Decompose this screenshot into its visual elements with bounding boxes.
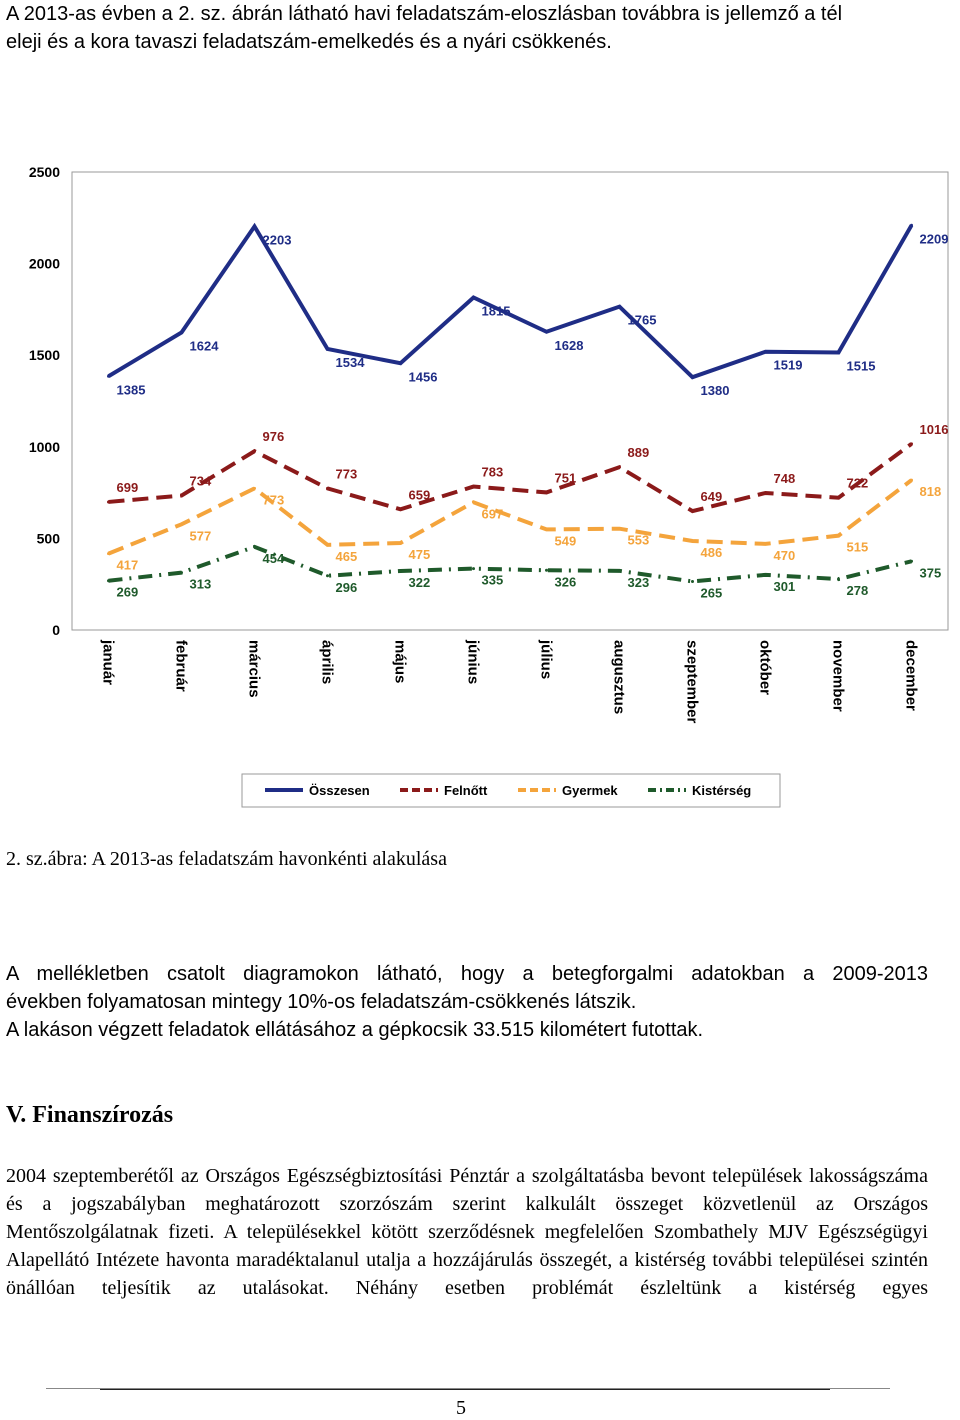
data-label: 269 [116, 584, 139, 600]
x-tick-label: május [391, 640, 409, 684]
y-tick-label: 2500 [28, 164, 60, 180]
data-point [107, 579, 110, 582]
data-label: 773 [335, 466, 358, 482]
x-tick-label: június [464, 640, 482, 685]
data-point [253, 487, 256, 490]
data-point [326, 574, 329, 577]
x-tick-label: október [756, 640, 774, 696]
plot-area [72, 172, 948, 630]
data-label: 278 [846, 583, 869, 599]
data-label: 1624 [189, 338, 219, 354]
x-tick-label: február [172, 640, 190, 692]
data-point [107, 500, 110, 503]
data-point [472, 501, 475, 504]
data-label: 1385 [116, 382, 146, 398]
data-label: 1519 [773, 357, 803, 373]
data-label: 515 [846, 539, 869, 555]
data-label: 783 [481, 464, 504, 480]
data-label: 465 [335, 548, 358, 564]
data-label: 649 [700, 489, 723, 505]
footer-rule-dark [100, 1389, 830, 1390]
data-point [180, 494, 183, 497]
data-point [691, 510, 694, 513]
data-label: 1456 [408, 369, 438, 385]
data-label: 697 [481, 506, 504, 522]
data-point [107, 552, 110, 555]
data-label: 889 [627, 445, 650, 461]
data-label: 1534 [335, 354, 365, 370]
data-point [837, 351, 840, 354]
data-point [399, 541, 402, 544]
intro-line-2: eleji és a kora tavaszi feladatszám-emelkedés és a nyári csökkenés. [6, 31, 612, 53]
data-label: 313 [189, 576, 212, 592]
data-point [618, 527, 621, 530]
data-label: 549 [554, 533, 577, 549]
data-point [326, 347, 329, 350]
data-label: 326 [554, 574, 577, 590]
data-point [399, 362, 402, 365]
data-point [545, 330, 548, 333]
data-label: 375 [919, 565, 942, 581]
data-point [764, 573, 767, 576]
data-point [618, 305, 621, 308]
data-label: 577 [189, 528, 212, 544]
data-point [253, 225, 256, 228]
data-label: 976 [262, 429, 285, 445]
data-point [472, 567, 475, 570]
summary-line-1: A mellékletben csatolt diagramokon látható, hogy a betegforgalmi adatokban a 2009-2013 [6, 963, 928, 985]
data-point [472, 485, 475, 488]
y-tick-label: 500 [36, 530, 60, 547]
data-label: 773 [262, 492, 285, 508]
data-label: 553 [627, 532, 650, 548]
data-label: 2203 [262, 232, 292, 248]
legend-label: Kistérség [692, 783, 752, 798]
legend-label: Összesen [309, 783, 370, 798]
y-tick-label: 1500 [28, 347, 60, 364]
data-point [837, 496, 840, 499]
data-label: 734 [189, 473, 212, 489]
x-tick-label: március [245, 640, 263, 698]
legend-label: Felnőtt [444, 783, 488, 798]
data-label: 301 [773, 578, 796, 594]
summary-line-2: években folyamatosan mintegy 10%-os feladatszám-csökkenés látszik. [6, 991, 637, 1013]
data-label: 475 [408, 546, 431, 562]
data-point [837, 534, 840, 537]
data-label: 296 [335, 579, 358, 595]
x-tick-label: április [318, 640, 336, 685]
data-label: 1628 [554, 337, 584, 353]
data-label: 454 [262, 550, 285, 566]
summary-paragraph [6, 960, 928, 1044]
data-point [764, 491, 767, 494]
data-label: 1815 [481, 303, 511, 319]
data-point [618, 466, 621, 469]
x-tick-label: augusztus [610, 640, 628, 715]
data-point [399, 508, 402, 511]
data-label: 699 [116, 479, 139, 495]
data-point [764, 542, 767, 545]
data-point [326, 543, 329, 546]
data-label: 748 [773, 470, 796, 486]
data-point [910, 479, 913, 482]
y-tick-label: 1000 [28, 438, 60, 455]
x-tick-label: november [829, 640, 847, 712]
data-label: 818 [919, 484, 942, 500]
y-tick-label: 2000 [28, 255, 60, 272]
data-label: 751 [554, 470, 577, 486]
data-point [253, 450, 256, 453]
data-label: 1765 [627, 312, 657, 328]
data-point [545, 491, 548, 494]
data-point [545, 528, 548, 531]
data-label: 659 [408, 487, 431, 503]
page-number: 5 [456, 1397, 466, 1419]
data-point [253, 545, 256, 548]
data-point [180, 571, 183, 574]
x-tick-label: január [99, 640, 117, 686]
data-label: 335 [481, 572, 504, 588]
data-point [472, 296, 475, 299]
data-point [399, 570, 402, 573]
data-point [180, 331, 183, 334]
data-point [545, 569, 548, 572]
data-label: 1380 [700, 383, 730, 399]
intro-paragraph [6, 0, 954, 56]
data-label: 2209 [919, 231, 949, 247]
data-point [618, 569, 621, 572]
section-heading: V. Finanszírozás [6, 1102, 174, 1128]
x-tick-label: szeptember [683, 640, 701, 724]
data-label: 323 [627, 574, 650, 590]
data-label: 1016 [919, 421, 949, 437]
data-label: 1515 [846, 358, 876, 374]
data-point [107, 375, 110, 378]
data-label: 265 [700, 585, 723, 601]
data-point [764, 350, 767, 353]
data-point [691, 580, 694, 583]
figure-caption: 2. sz.ábra: A 2013-as feladatszám havonkénti alakulása [6, 848, 447, 870]
data-point [691, 376, 694, 379]
data-label: 722 [846, 475, 869, 491]
data-point [910, 224, 913, 227]
financing-paragraph: 2004 szeptemberétől az Országos Egészségbiztosítási Pénztár a szolgáltatásba bevont települések lakosságszáma és a jogszabályban meghatározott szorzószám szerint kalkulált összeget közvetlenül az Országos Mentőszolgálatnak fizeti. A településekkel kötött szerződésnek megfelelően Szombathely MJV Egészségügyi Alapellátó Intézete havonta maradéktalanul utalja a hozzájárulás összegét, a kistérség további települései szintén önállóan teljesítik az utalásokat. Néhány esetben problémát észleltünk a kistérség egyes [6, 1165, 928, 1299]
data-label: 486 [700, 544, 723, 560]
legend-label: Gyermek [562, 783, 618, 798]
data-point [326, 487, 329, 490]
monthly-task-chart [0, 150, 960, 820]
data-label: 322 [408, 575, 431, 591]
data-point [180, 523, 183, 526]
data-label: 470 [773, 547, 796, 563]
summary-line-3: A lakáson végzett feladatok ellátásához a gépkocsik 33.515 kilométert futottak. [6, 1019, 704, 1041]
x-tick-label: július [537, 640, 555, 680]
y-tick-label: 0 [52, 622, 60, 638]
intro-line-1: A 2013-as évben a 2. sz. ábrán látható havi feladatszám-eloszlásban továbbra is jellemző a tél [6, 3, 843, 25]
data-point [837, 578, 840, 581]
data-label: 417 [116, 557, 139, 573]
x-tick-label: december [902, 640, 920, 711]
data-point [691, 539, 694, 542]
data-point [910, 560, 913, 563]
data-point [910, 442, 913, 445]
